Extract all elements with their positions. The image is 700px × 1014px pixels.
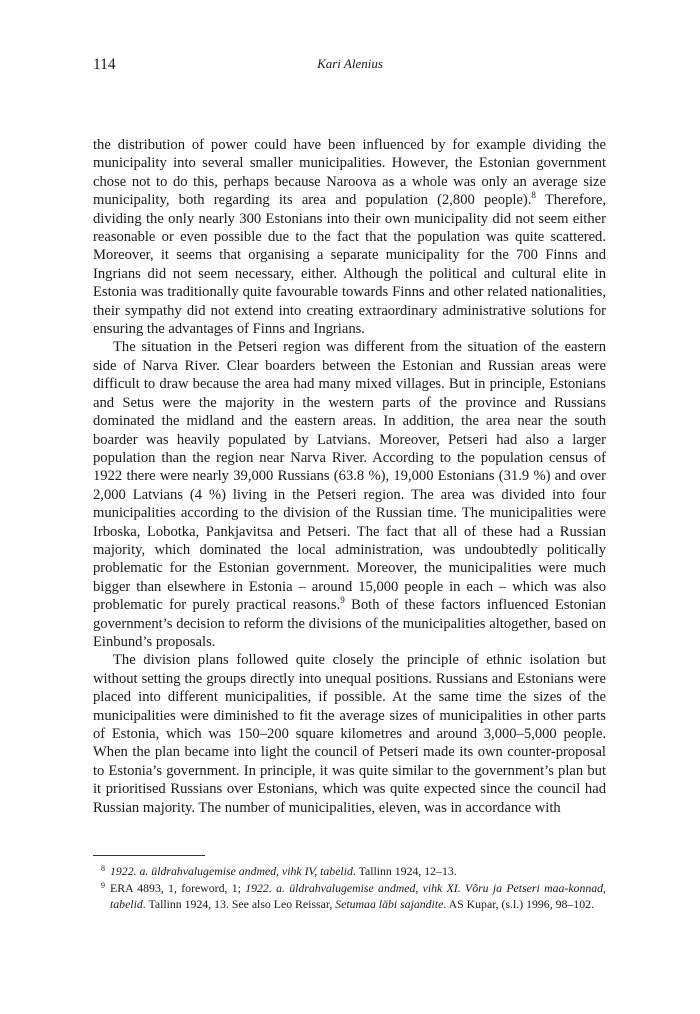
paragraph-2-text-b: Both of these factors influenced Estonian government’s decision to reform the divisions of the municipalities altogether, based on Einbund’s proposals. <box>93 597 606 650</box>
paragraph-1 <box>93 136 606 338</box>
paragraph-2-text-a: The situation in the Petseri region was different from the situation of the eastern side of Narva River. Clear boarders between the Estonian and Russian areas were difficult to draw because the area had many mixed villages. But in principle, Estonians and Setus were the majority in the western parts of the province and Russians dominated the midland and the eastern areas. In addition, the area near the south boarder was heavily populated by Latvians. Moreover, Petseri had also a larger population than the region near Narva River. According to the population census of 1922 there were nearly 39,000 Russians (63.8 %), 19,000 Estonians (31.9 %) and over 2,000 Latvians (4 %) living in the Petseri region. The area was divided into four municipalities according to the division of the Russian time. The municipalities were Irboska, Lobotka, Pankjavitsa and Petseri. The fact that all of these had a Russian majority, which dominated the local administration, was undoubtedly politically problematic for the Estonian government. Moreover, the municipalities were much bigger than elsewhere in Estonia – around 15,000 people in each – which was also problematic for purely practical reasons. <box>93 339 606 614</box>
footnote-source-title: 1922. a. üldrahvalugemise andmed, vihk IV, tabelid <box>110 864 353 878</box>
body-text <box>93 136 606 817</box>
footnote-number: 9 <box>101 880 105 890</box>
footnote-source-rest: . AS Kupar, (s.l.) 1996, 98–102. <box>443 897 594 912</box>
footnotes <box>93 863 606 913</box>
footnote-archive-ref: ERA 4893, 1, foreword, 1; <box>110 880 246 895</box>
footnote-number: 8 <box>101 864 105 873</box>
running-head: Kari Alenius <box>317 56 383 71</box>
paragraph-3: The division plans followed quite closely the principle of ethnic isolation but without setting the groups directly into unequal positions. Russians and Estonians were placed into different municipalities, if possible. At the same time the sizes of the municipalities were diminished to fit the average sizes of municipalities in other parts of Estonia, which was 150–200 square kilometres and around 3,000–5,000 people. When the plan became into light the council of Petseri made its own counter-proposal to Estonia’s government. In principle, it was quite similar to the government’s plan but it prioritised Russians over Estonians, which was quite expected since the council had Russian majority. The number of municipalities, eleven, was in accordance with <box>93 652 606 816</box>
paragraph-1-text-a: the distribution of power could have been influenced by for example dividing the municipality into several smaller municipalities. However, the Estonian government chose not to do this, perhaps because Naroova as a whole was only an average size municipality, both regarding its area and population (2,800 people). <box>93 137 606 209</box>
footnote-text <box>110 880 606 913</box>
footnote-book-title: Setumaa läbi sajandite <box>335 897 444 912</box>
footnote-9 <box>93 880 606 913</box>
footnote-text <box>110 863 606 880</box>
footnote-ref-9[interactable]: 9 <box>340 595 345 606</box>
page-number: 114 <box>93 56 116 73</box>
footnote-source-rest: . Tallinn 1924, 12–13. <box>352 864 457 878</box>
footnote-source-mid: . Tallinn 1924, 13. See also Leo Reissar, <box>142 897 336 912</box>
paragraph-1-text-b: Therefore, dividing the only nearly 300 Estonians into their own municipality did not seem either reasonable or even possible due to the fact that the population was quite scattered. Moreover, it seems that organising a separate municipality for the 700 Finns and Ingrians did not seem necessary, either. Although the political and cultural elite in Estonia was traditionally quite favourable towards Finns and other related nationalities, their sympathy did not extend into creating extraordinary administrative solutions for ensuring the advantages of Finns and Ingrians. <box>93 192 606 338</box>
footnote-ref-8[interactable]: 8 <box>531 190 536 201</box>
paragraph-2 <box>93 338 606 651</box>
footnote-8 <box>93 863 606 880</box>
footnote-divider <box>93 855 205 856</box>
footnote-source-title: 1922. a. üldrahvalugemise andmed, vihk XI. Võru ja Petseri maa-konnad, tabelid <box>110 880 606 912</box>
